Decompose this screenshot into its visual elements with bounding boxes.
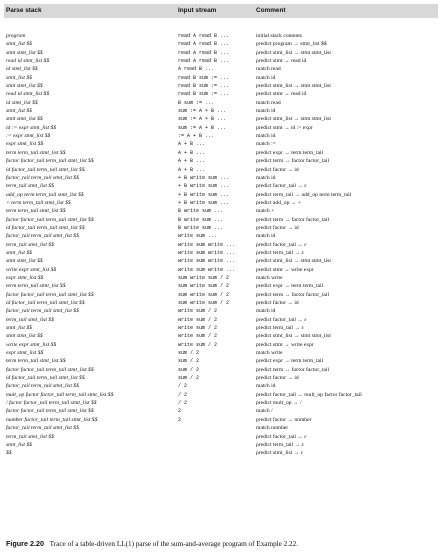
input-stream-cell: A + B ... [178,158,206,165]
comment-cell: predict factor_tail → ε [256,433,307,440]
parse-stack-cell: expr stmt_list $$ [6,350,44,357]
comment-cell: predict stmt → write expr [256,266,314,273]
table-row [4,291,438,299]
comment-cell: predict term → factor factor_tail [256,216,329,223]
parse-stack-cell: id factor_tail term_tail stmt_list $$ [6,375,85,382]
input-stream-cell: write sum / 2 [178,333,218,340]
comment-cell: predict stmt_list → ε [256,450,303,457]
input-stream-cell: write sum / 2 [178,325,218,332]
input-stream-cell: write sum write ... [178,241,236,248]
input-stream-cell: / 2 [178,383,188,390]
input-stream-cell: read B sum := ... [178,83,230,90]
input-stream-cell: write sum write ... [178,266,236,273]
table-row [4,316,438,324]
parse-stack-cell: stmt stmt_list $$ [6,258,43,265]
comment-cell: predict factor_tail → mult_op factor factor_tail [256,391,362,398]
input-stream-cell: B write sum ... [178,216,224,223]
input-stream-cell: sum := A + B ... [178,108,227,115]
table-row [4,399,438,407]
table-header [4,4,438,18]
parse-stack-cell: write expr stmt_list $$ [6,341,57,348]
comment-cell: predict term_tail → add_op term term_tail [256,191,352,198]
comment-cell: match write [256,274,283,281]
comment-cell: predict factor → id [256,166,299,173]
table-row [4,115,438,123]
comment-cell: match + [256,208,275,215]
header-input-stream: Input stream [178,7,217,14]
parse-stack-cell: term term_tail stmt_list $$ [6,358,66,365]
table-row [4,433,438,441]
table-row [4,216,438,224]
table-body [4,32,438,458]
comment-cell: predict add_op → + [256,199,301,206]
input-stream-cell: B sum := ... [178,99,215,106]
parse-stack-cell: stmt_list $$ [6,249,32,256]
input-stream-cell: + B write sum ... [178,183,230,190]
parse-stack-cell: term term_tail stmt_list $$ [6,283,66,290]
parse-stack-cell: mult_op factor factor_tail term_tail stmt_list $$ [6,391,114,398]
parse-stack-cell: $$ [6,450,12,457]
table-row [4,416,438,424]
input-stream-cell: / 2 [178,391,188,398]
input-stream-cell: sum / 2 [178,366,200,373]
figure-caption-text: Trace of a table-driven LL(1) parse of the sum-and-average program of Example 2.22. [49,540,299,548]
input-stream-cell: read B sum := ... [178,91,230,98]
parse-stack-cell: factor factor_tail term_tail stmt_list $$ [6,158,94,165]
parse-stack-cell: id stmt_list $$ [6,66,38,73]
comment-cell: predict expr → term term_tail [256,283,324,290]
input-stream-cell: 2 [178,416,182,423]
input-stream-cell: + B write sum ... [178,174,230,181]
input-stream-cell: := A + B ... [178,133,215,140]
comment-cell: predict stmt → id := expr [256,124,313,131]
table-row [4,374,438,382]
table-row [4,140,438,148]
table-row [4,324,438,332]
input-stream-cell: sum write sum / 2 [178,300,230,306]
parse-stack-cell: read id stmt_list $$ [6,58,50,65]
comment-cell: predict factor_tail → ε [256,241,307,248]
input-stream-cell: B write sum ... [178,224,224,231]
parse-stack-cell: stmt stmt_list $$ [6,83,43,90]
comment-cell: match := [256,141,276,148]
comment-cell: predict factor → id [256,375,299,382]
table-row [4,90,438,98]
comment-cell: predict stmt_list → stmt stmt_list [256,258,331,265]
table-row [4,266,438,274]
table-row [4,382,438,390]
input-stream-cell: write sum / 2 [178,308,218,315]
parse-stack-cell: / factor factor_tail term_tail stmt_list $$ [6,400,97,407]
comment-cell: predict stmt_list → stmt stmt_list [256,116,331,123]
table-row [4,82,438,90]
input-stream-cell: write sum ... [178,233,218,240]
table-row [4,349,438,357]
parse-stack-cell: term_tail stmt_list $$ [6,433,54,440]
input-stream-cell: sum := A + B ... [178,124,227,131]
parse-stack-cell: term_tail stmt_list $$ [6,241,54,248]
comment-cell: match id [256,108,276,115]
input-stream-cell: A + B ... [178,149,206,156]
table-row [4,366,438,374]
parse-stack-cell: stmt stmt_list $$ [6,333,43,340]
table-row [4,224,438,232]
table-row [4,124,438,132]
table-row [4,424,438,432]
parse-stack-cell: := expr stmt_list $$ [6,133,51,140]
table-row [4,74,438,82]
comment-cell: match read [256,66,281,73]
comment-cell: predict factor_tail → ε [256,316,307,323]
comment-cell: predict stmt → read id [256,91,307,98]
comment-cell: predict term_tail → ε [256,249,304,256]
comment-cell: predict factor → number [256,416,312,423]
comment-cell: predict program → stmt_list $$ [256,41,327,48]
table-row [4,149,438,157]
parse-stack-cell: expr stmt_list $$ [6,274,44,281]
table-row [4,407,438,415]
table-row [4,357,438,365]
table-row [4,391,438,399]
parse-stack-cell: id factor_tail term_tail stmt_list $$ [6,300,85,306]
comment-cell: match id [256,74,276,81]
parse-stack-cell: factor_tail term_tail stmt_list $$ [6,233,79,240]
input-stream-cell: read A read B ... [178,41,230,48]
comment-cell: predict expr → term term_tail [256,358,324,365]
comment-cell: predict stmt_list → stmt stmt_list [256,49,331,56]
comment-cell: match read [256,99,281,106]
parse-stack-cell: term term_tail stmt_list $$ [6,149,66,156]
input-stream-cell: sum := A + B ... [178,116,227,123]
table-row [4,166,438,174]
table-row [4,241,438,249]
comment-cell: predict stmt_list → stmt stmt_list [256,83,331,90]
table-row [4,57,438,65]
comment-cell: predict factor → id [256,300,299,306]
input-stream-cell: B write sum ... [178,208,224,215]
input-stream-cell: write sum write ... [178,258,236,265]
input-stream-cell: read B sum := ... [178,74,230,81]
parse-stack-cell: factor factor_tail term_tail stmt_list $$ [6,366,94,373]
input-stream-cell: A + B ... [178,141,206,148]
input-stream-cell: read A read B ... [178,58,230,65]
parse-stack-cell: add_op term term_tail stmt_list $$ [6,191,84,198]
input-stream-cell: read A read B ... [178,33,230,39]
table-row [4,182,438,190]
parse-stack-cell: term_tail stmt_list $$ [6,183,54,190]
input-stream-cell: sum write sum / 2 [178,283,230,290]
parse-stack-cell: stmt_list $$ [6,325,32,332]
input-stream-cell: read A read B ... [178,49,230,56]
input-stream-cell: sum write sum / 2 [178,291,230,298]
parse-stack-cell: factor factor_tail term_tail stmt_list $$ [6,408,94,415]
parse-stack-cell: read id stmt_list $$ [6,91,50,98]
parse-stack-cell: expr stmt_list $$ [6,141,44,148]
comment-cell: predict stmt → write expr [256,341,314,348]
header-comment: Comment [256,7,286,14]
parse-stack-cell: id stmt_list $$ [6,99,38,106]
comment-cell: predict term_tail → ε [256,325,304,332]
parse-stack-cell: number factor_tail term_tail stmt_list $$ [6,416,98,423]
input-stream-cell: sum / 2 [178,350,200,357]
parse-stack-cell: factor_tail term_tail stmt_list $$ [6,425,79,432]
input-stream-cell: write sum write ... [178,249,236,256]
input-stream-cell: write sum / 2 [178,316,218,323]
parse-stack-cell: factor factor_tail term_tail stmt_list $$ [6,291,94,298]
table-row [4,257,438,265]
table-row [4,274,438,282]
parse-stack-cell: factor factor_tail term_tail stmt_list $$ [6,216,94,223]
table-row [4,65,438,73]
header-parse-stack: Parse stack [6,7,42,14]
comment-cell: match write [256,350,283,357]
table-row [4,441,438,449]
figure-caption [6,539,298,548]
parse-stack-cell: stmt_list $$ [6,74,32,81]
input-stream-cell: sum write sum / 2 [178,274,230,281]
comment-cell: match id [256,383,276,390]
parse-stack-cell: stmt_list $$ [6,41,32,48]
table-row [4,332,438,340]
input-stream-cell: sum / 2 [178,375,200,382]
input-stream-cell: A read B ... [178,66,215,73]
table-row [4,174,438,182]
parse-stack-cell: id factor_tail term_tail stmt_list $$ [6,166,85,173]
comment-cell: predict stmt_list → stmt stmt_list [256,333,331,340]
comment-cell: predict expr → term term_tail [256,149,324,156]
table-row [4,199,438,207]
input-stream-cell: A + B ... [178,166,206,173]
table-row [4,157,438,165]
table-row [4,449,438,457]
comment-cell: initial stack contents [256,33,302,39]
comment-cell: match id [256,308,276,315]
comment-cell: match id [256,233,276,240]
parse-stack-cell: factor_tail term_tail stmt_list $$ [6,383,79,390]
parse-stack-cell: + term term_tail stmt_list $$ [6,199,71,206]
figure-number: Figure 2.20 [6,539,44,548]
comment-cell: predict term → factor factor_tail [256,158,329,165]
table-row [4,40,438,48]
comment-cell: predict term → factor factor_tail [256,366,329,373]
table-row [4,232,438,240]
comment-cell: match id [256,174,276,181]
parse-stack-cell: term_tail stmt_list $$ [6,316,54,323]
input-stream-cell: + B write sum ... [178,199,230,206]
table-row [4,99,438,107]
table-row [4,307,438,315]
parse-stack-cell: factor_tail term_tail stmt_list $$ [6,174,79,181]
table-row [4,32,438,40]
parse-stack-cell: factor_tail term_tail stmt_list $$ [6,308,79,315]
table-row [4,207,438,215]
table-row [4,191,438,199]
parse-stack-cell: stmt stmt_list $$ [6,116,43,123]
comment-cell: match / [256,408,273,415]
table-row [4,132,438,140]
parse-stack-cell: program [6,33,26,39]
table-row [4,249,438,257]
parse-stack-cell: id := expr stmt_list $$ [6,124,57,131]
trace-table [4,4,438,555]
input-stream-cell: / 2 [178,400,188,407]
parse-stack-cell: write expr stmt_list $$ [6,266,57,273]
comment-cell: predict stmt → read id [256,58,307,65]
input-stream-cell: write sum / 2 [178,341,218,348]
table-row [4,341,438,349]
table-row [4,49,438,57]
comment-cell: match number [256,425,289,432]
parse-stack-cell: term term_tail stmt_list $$ [6,208,66,215]
table-row [4,299,438,307]
comment-cell: match id [256,133,276,140]
parse-stack-cell: id factor_tail term_tail stmt_list $$ [6,224,85,231]
comment-cell: predict factor → id [256,224,299,231]
comment-cell: predict term_tail → ε [256,441,304,448]
parse-stack-cell: stmt_list $$ [6,441,32,448]
comment-cell: predict factor_tail → ε [256,183,307,190]
input-stream-cell: + B write sum ... [178,191,230,198]
table-row [4,107,438,115]
parse-stack-cell: stmt stmt_list $$ [6,49,43,56]
table-row [4,282,438,290]
parse-stack-cell: stmt_list $$ [6,108,32,115]
input-stream-cell: sum / 2 [178,358,200,365]
comment-cell: predict term → factor factor_tail [256,291,329,298]
comment-cell: predict mult_op → / [256,400,302,407]
input-stream-cell: 2 [178,408,182,415]
